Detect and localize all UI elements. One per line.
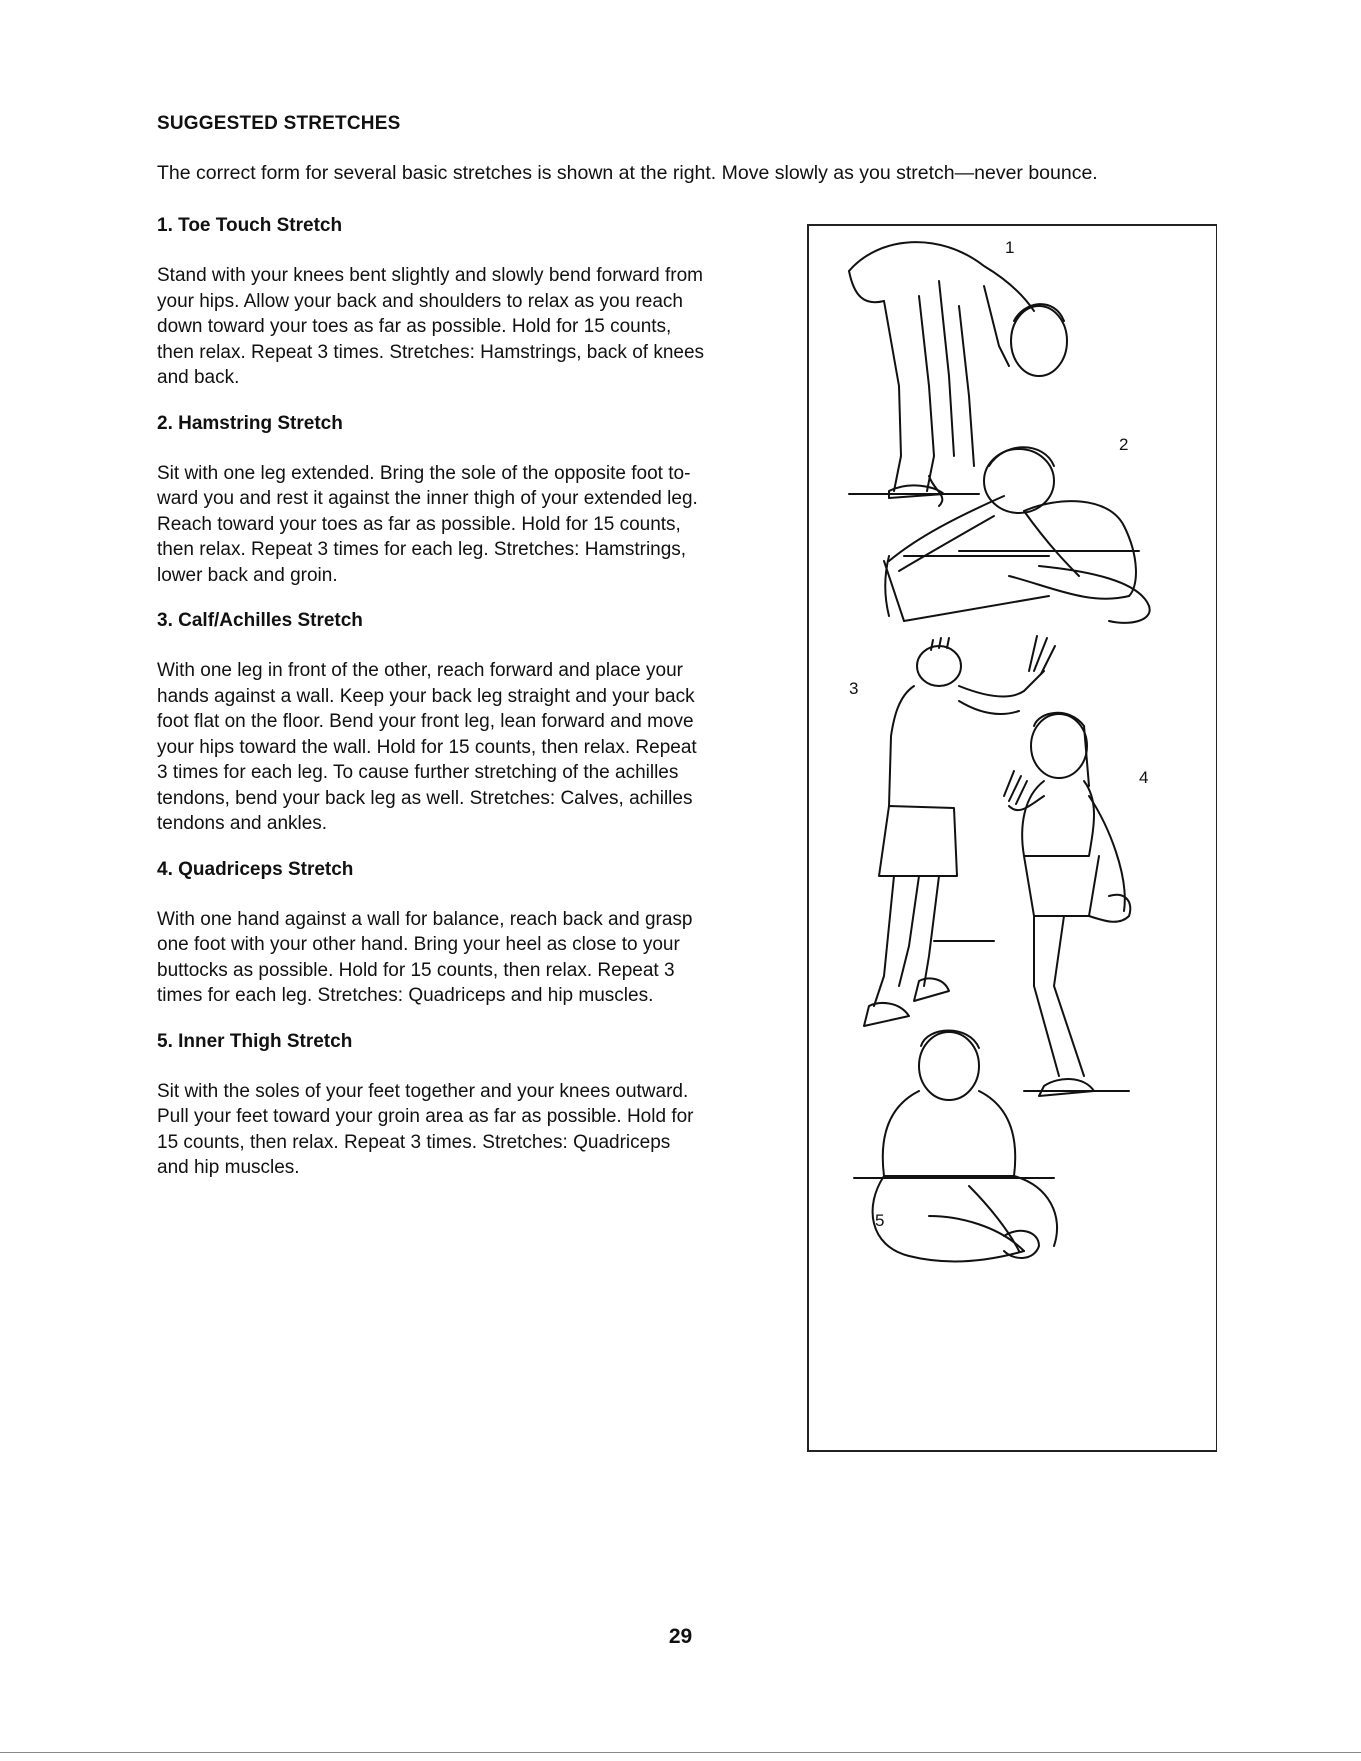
page-heading: SUGGESTED STRETCHES — [157, 113, 401, 134]
body-line: With one leg in front of the other, reach forward and place your — [157, 660, 683, 681]
body-line: foot flat on the floor. Bend your front leg, lean forward and move — [157, 711, 694, 732]
bottom-divider — [0, 1752, 1361, 1753]
figure-label-4: 4 — [1139, 768, 1149, 787]
body-line: hands against a wall. Keep your back leg straight and your back — [157, 685, 695, 707]
section-body — [157, 658, 767, 837]
section-title: 4. Quadriceps Stretch — [157, 858, 354, 880]
intro-paragraph: The correct form for several basic stretches is shown at the right. Move slowly as you stretch—never bounce. — [157, 162, 1098, 184]
figure-label-3: 3 — [849, 679, 859, 698]
body-line: your hips. Allow your back and shoulders to relax as you reach — [157, 290, 683, 312]
stretch-illustrations — [807, 224, 1217, 1452]
body-line: then relax. Repeat 3 times. Stretches: Hamstrings, back of knees — [157, 341, 705, 363]
section-title: 3. Calf/Achilles Stretch — [157, 610, 363, 631]
section-inner-thigh — [157, 1031, 767, 1181]
page-number: 29 — [668, 1625, 693, 1648]
section-title: 1. Toe Touch Stretch — [157, 215, 343, 236]
body-line: then relax. Repeat 3 times for each leg. Stretches: Hamstrings, — [157, 539, 687, 560]
body-line: Sit with one leg extended. Bring the sole of the opposite foot to- — [157, 462, 691, 484]
section-title: 2. Hamstring Stretch — [157, 412, 343, 434]
body-line: buttocks as possible. Hold for 15 counts, then relax. Repeat 3 — [157, 959, 675, 981]
body-line: tendons, bend your back leg as well. Stretches: Calves, achilles — [157, 787, 693, 809]
body-line: With one hand against a wall for balance, reach back and grasp — [157, 908, 693, 930]
section-body — [157, 263, 767, 391]
figure-label-1: 1 — [1005, 238, 1015, 257]
figure-label-2: 2 — [1119, 435, 1129, 454]
body-line: 3 times for each leg. To cause further stretching of the achilles — [157, 762, 679, 783]
body-line: and back. — [157, 367, 240, 388]
body-line: one foot with your other hand. Bring your heel as close to your — [157, 934, 680, 955]
figure-label-5: 5 — [875, 1211, 885, 1230]
body-line: Stand with your knees bent slightly and slowly bend forward from — [157, 265, 703, 286]
section-toe-touch — [157, 215, 767, 391]
body-line: your hips toward the wall. Hold for 15 counts, then relax. Repeat — [157, 736, 697, 758]
section-hamstring — [157, 413, 767, 589]
body-line: down toward your toes as far as possible. Hold for 15 counts, — [157, 316, 672, 337]
body-line: 15 counts, then relax. Repeat 3 times. Stretches: Quadriceps — [157, 1131, 671, 1153]
section-calf-achilles — [157, 610, 767, 837]
section-title: 5. Inner Thigh Stretch — [157, 1030, 353, 1052]
body-line: tendons and ankles. — [157, 813, 328, 834]
section-body — [157, 907, 767, 1009]
body-line: Pull your feet toward your groin area as far as possible. Hold for — [157, 1106, 694, 1127]
section-quadriceps — [157, 859, 767, 1009]
body-line: ward you and rest it against the inner thigh of your extended leg. — [157, 488, 698, 509]
body-line: times for each leg. Stretches: Quadriceps and hip muscles. — [157, 985, 654, 1006]
stretch-instructions — [157, 215, 767, 1203]
calf-achilles-figure — [864, 636, 1055, 1026]
toe-touch-figure — [849, 242, 1067, 506]
body-line: and hip muscles. — [157, 1157, 300, 1178]
body-line: lower back and groin. — [157, 564, 338, 586]
section-body — [157, 1079, 767, 1181]
quadriceps-figure — [1004, 713, 1130, 1096]
section-body — [157, 461, 767, 589]
body-line: Reach toward your toes as far as possible. Hold for 15 counts, — [157, 513, 681, 535]
hamstring-figure — [884, 447, 1150, 623]
body-line: Sit with the soles of your feet together and your knees outward. — [157, 1080, 689, 1102]
